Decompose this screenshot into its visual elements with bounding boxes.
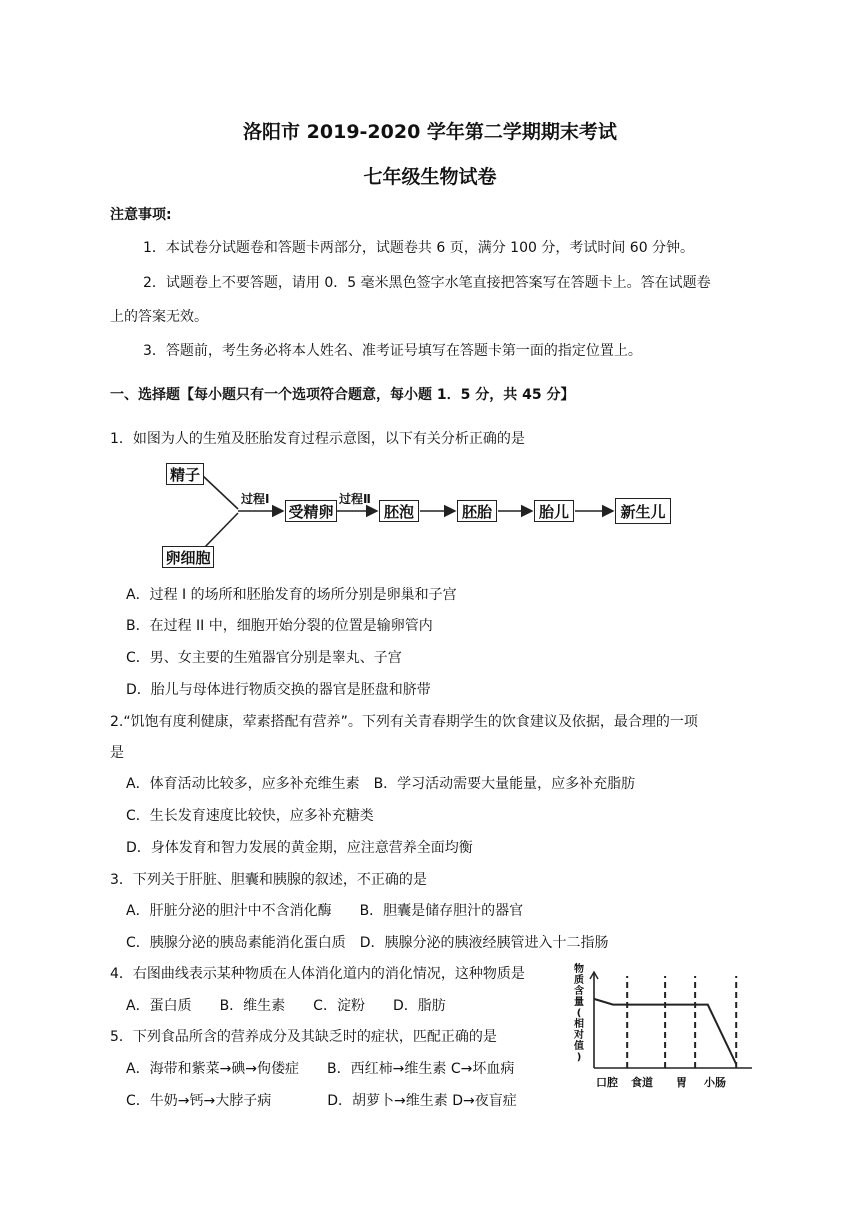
question-stem: 1．如图为人的生殖及胚胎发育过程示意图，以下有关分析正确的是: [110, 431, 525, 447]
sperm-box: 精子: [166, 463, 204, 485]
newborn-box: 新生儿: [615, 498, 671, 524]
graph-xlabel: 口腔: [596, 1076, 618, 1089]
graph-ylabel-char: (: [576, 1008, 582, 1019]
graph-ylabel-char: 相: [574, 1019, 584, 1030]
graph-xlabel: 小肠: [704, 1076, 726, 1089]
option-b: B．在过程 II 中，细胞开始分裂的位置是输卵管内: [126, 618, 433, 634]
option-d: D．胎儿与母体进行物质交换的器官是胚盘和脐带: [126, 682, 431, 698]
option-a: A．过程 I 的场所和胚胎发育的场所分别是卵巢和子宫: [126, 587, 457, 603]
graph-ylabel-char: 量: [574, 997, 584, 1008]
question-stem: 3．下列关于肝脏、胆囊和胰腺的叙述，不正确的是: [110, 872, 427, 888]
graph-ylabel-char: 质: [574, 975, 584, 986]
notice-item: 1．本试卷分试题卷和答题卡两部分，试题卷共 6 页，满分 100 分，考试时间 60 分钟。: [143, 240, 695, 256]
flow-arrows: [0, 455, 860, 585]
question-stem: 5．下列食品所含的营养成分及其缺乏时的症状，匹配正确的是: [110, 1029, 497, 1045]
option-ab: A．肝脏分泌的胆汁中不含消化酶 B．胆囊是储存胆汁的器官: [126, 903, 524, 919]
page-subtitle: 七年级生物试卷: [363, 166, 497, 188]
graph-ylabel-char: 值: [574, 1041, 584, 1052]
graph-xlabel: 胃: [676, 1076, 687, 1089]
option-ab: A．体育活动比较多，应多补充维生素 B．学习活动需要大量能量，应多补充脂肪: [126, 776, 636, 792]
graph-ylabel-char: 对: [574, 1030, 584, 1041]
process-1-label: 过程Ⅰ: [241, 492, 270, 506]
graph-ylabel-char: ): [576, 1052, 582, 1063]
options-line: A．蛋白质 B．维生素 C．淀粉 D．脂肪: [126, 998, 446, 1014]
option-c: C．生长发育速度比较快，应多补充糖类: [126, 808, 374, 824]
option-ab: A．海带和紫菜→碘→佝偻症 B．西红柿→维生素 C→坏血病: [126, 1061, 515, 1077]
graph-ylabel: [572, 964, 586, 1063]
notice-item: 2．试题卷上不要答题，请用 0．5 毫米黑色签字水笔直接把答案写在答题卡上。答在试题卷: [143, 275, 711, 291]
option-d: D．身体发育和智力发展的黄金期，应注意营养全面均衡: [126, 840, 473, 856]
fetus-box: 胎儿: [534, 500, 574, 522]
question-stem: 2.“饥饱有度利健康，荤素搭配有营养”。下列有关青春期学生的饮食建议及依据，最合理的一项: [110, 714, 698, 730]
option-cd: C．牛奶→钙→大脖子病 D．胡萝卜→维生素 D→夜盲症: [126, 1093, 517, 1109]
blastocyst-box: 胚泡: [379, 500, 419, 522]
section-heading: 一、选择题【每小题只有一个选项符合题意，每小题 1．5 分，共 45 分】: [110, 387, 575, 403]
graph-ylabel-char: 物: [574, 964, 584, 975]
sperm-line: [203, 476, 238, 509]
graph-canvas: [588, 964, 758, 1079]
notice-item: 上的答案无效。: [110, 309, 208, 325]
egg-box: 卵细胞: [162, 546, 214, 568]
notice-heading: 注意事项:: [110, 207, 172, 223]
option-cd: C．胰腺分泌的胰岛素能消化蛋白质 D．胰腺分泌的胰液经胰管进入十二指肠: [126, 935, 609, 951]
process-2-label: 过程Ⅱ: [339, 492, 371, 506]
page-title: 洛阳市 2019-2020 学年第二学期期末考试: [243, 121, 617, 143]
notice-item: 3．答题前，考生务必将本人姓名、准考证号填写在答题卡第一面的指定位置上。: [143, 343, 642, 359]
question-stem: 4．右图曲线表示某种物质在人体消化道内的消化情况，这种物质是: [110, 966, 525, 982]
zygote-box: 受精卵: [285, 500, 337, 522]
embryo-box: 胚胎: [457, 500, 497, 522]
option-c: C．男、女主要的生殖器官分别是睾丸、子宫: [126, 650, 402, 666]
question-stem-cont: 是: [110, 745, 124, 761]
egg-line: [203, 513, 238, 549]
graph-ylabel-char: 含: [574, 986, 584, 997]
graph-xlabel: 食道: [631, 1076, 653, 1089]
